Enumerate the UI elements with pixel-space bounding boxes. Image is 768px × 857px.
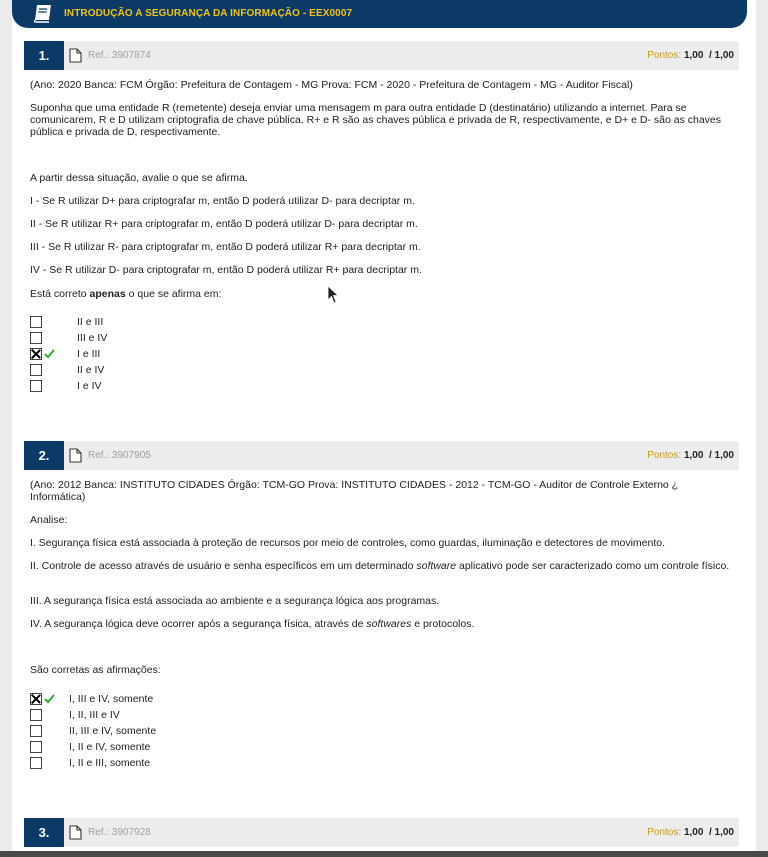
option-label: II, III e IV, somente <box>69 725 157 737</box>
option-label: I e III <box>77 348 101 360</box>
question-source: (Ano: 2020 Banca: FCM Órgão: Prefeitura de Contagem - MG Prova: FCM - 2020 - Prefeitura de Contagem - MG - Auditor Fiscal) <box>30 79 633 91</box>
question-prompt: São corretas as afirmações: <box>30 664 161 676</box>
statement: I. Segurança física está associada à proteção de recursos por meio de controles, como guardas, iluminação e detectores de movimento. <box>30 537 666 549</box>
option-label: I, II, III e IV <box>69 709 120 721</box>
option-checkbox[interactable] <box>30 741 42 753</box>
question-number: 1. <box>24 41 64 70</box>
question-score <box>647 50 734 61</box>
question-paragraph: Suponha que uma entidade R (remetente) deseja enviar uma mensagem m para outra entidade D (destinatário) utilizando a internet. Para se comunicarem, R e D utilizam criptografia de chave pública. R+ e R são as chaves pública e privada de R, respectivamente, e D+ e D- são as chaves pública e privada de D, respectivamente. <box>30 102 722 138</box>
document-icon[interactable] <box>69 48 82 63</box>
course-title: INTRODUÇÃO A SEGURANÇA DA INFORMAÇÃO - EEX0007 <box>64 8 353 19</box>
option-label: I e IV <box>77 380 102 392</box>
correct-check-icon <box>44 694 55 704</box>
question-score <box>647 450 734 461</box>
score-value: 1,00 <box>683 827 704 838</box>
question-ref: Ref.: 3907905 <box>88 450 151 461</box>
option-label: I, II e IV, somente <box>69 741 151 753</box>
document-icon[interactable] <box>69 825 82 840</box>
score-label: Pontos: <box>647 450 682 461</box>
bottom-edge <box>0 851 768 857</box>
option-checkbox[interactable] <box>30 364 42 376</box>
question-number: 3. <box>24 818 64 847</box>
question-ref: Ref.: 3907928 <box>88 827 151 838</box>
option-checkbox-checked[interactable] <box>30 693 42 705</box>
statement: III. A segurança física está associada ao ambiente e a segurança lógica aos programas. <box>30 595 440 607</box>
option-checkbox[interactable] <box>30 332 42 344</box>
question-paragraph: A partir dessa situação, avalie o que se afirma. <box>30 172 248 184</box>
score-label: Pontos: <box>647 827 682 838</box>
statement: IV - Se R utilizar D- para criptografar m, então D poderá utilizar R+ para decriptar m. <box>30 264 422 276</box>
question-prompt: Está correto apenas o que se afirma em: <box>30 288 222 300</box>
option-checkbox[interactable] <box>30 725 42 737</box>
score-total: / 1,00 <box>708 827 734 838</box>
question-score <box>647 827 734 838</box>
option-label: I, II e III, somente <box>69 757 151 769</box>
option-label: III e IV <box>77 332 108 344</box>
question-paragraph: Analise: <box>30 514 68 526</box>
option-checkbox[interactable] <box>30 316 42 328</box>
score-total: / 1,00 <box>708 450 734 461</box>
score-label: Pontos: <box>647 50 682 61</box>
course-header <box>12 0 747 28</box>
option-checkbox-checked[interactable] <box>30 348 42 360</box>
question-header <box>24 818 739 847</box>
book-icon <box>33 4 54 23</box>
statement: III - Se R utilizar R- para criptografar m, então D poderá utilizar R+ para decriptar m. <box>30 241 421 253</box>
question-header <box>24 41 739 70</box>
option-label: II e III <box>77 316 104 328</box>
statement: II - Se R utilizar R+ para criptografar m, então D poderá utilizar D- para decriptar m. <box>30 218 418 230</box>
option-label: II e IV <box>77 364 105 376</box>
question-ref: Ref.: 3907874 <box>88 50 151 61</box>
statement: II. Controle de acesso através de usuário e senha específicos em um determinado software aplicativo pode ser caracterizado como um controle físico. <box>30 560 730 572</box>
statement: I - Se R utilizar D+ para criptografar m, então D poderá utilizar D- para decriptar m. <box>30 195 415 207</box>
document-icon[interactable] <box>69 448 82 463</box>
correct-check-icon <box>44 349 55 359</box>
question-header <box>24 441 739 470</box>
statement: IV. A segurança lógica deve ocorrer após a segurança física, através de softwares e protocolos. <box>30 618 475 630</box>
option-label: I, III e IV, somente <box>69 693 154 705</box>
question-number: 2. <box>24 441 64 470</box>
score-value: 1,00 <box>683 450 704 461</box>
mouse-cursor-icon <box>327 285 340 305</box>
question-source: (Ano: 2012 Banca: INSTITUTO CIDADES Órgão: TCM-GO Prova: INSTITUTO CIDADES - 2012 - TCM-GO - Auditor de Controle Externo ¿ Informática) <box>30 479 679 503</box>
option-checkbox[interactable] <box>30 757 42 769</box>
score-value: 1,00 <box>683 50 704 61</box>
score-total: / 1,00 <box>708 50 734 61</box>
option-checkbox[interactable] <box>30 709 42 721</box>
option-checkbox[interactable] <box>30 380 42 392</box>
